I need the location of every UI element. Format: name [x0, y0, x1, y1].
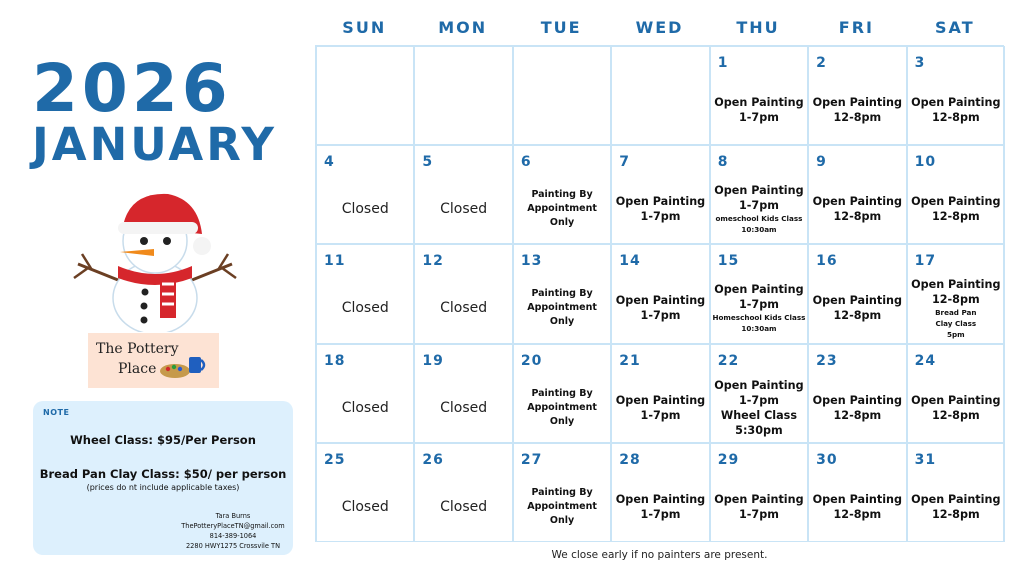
day-number: 21 [619, 352, 641, 369]
event-info [514, 474, 610, 540]
event-line: Open Painting [812, 195, 903, 209]
day-cell-17 [907, 244, 1005, 343]
calendar-grid [315, 45, 1004, 542]
event-info [809, 77, 905, 143]
closed-label: Closed [440, 300, 488, 317]
day-number: 7 [619, 154, 631, 171]
weekday-tue: TUE [540, 18, 582, 37]
logo-line-2: Place [118, 361, 157, 377]
event-info [514, 375, 610, 441]
day-number: 11 [324, 253, 346, 270]
day-cell-18 [316, 344, 414, 443]
day-cell-7 [611, 145, 709, 244]
event-line: Open Painting [714, 283, 804, 297]
contact-name: Tara Burns [215, 512, 251, 520]
event-line: Open Painting [714, 492, 804, 506]
day-number: 3 [914, 55, 926, 71]
day-number: 9 [816, 154, 827, 171]
event-line: 1-7pm [640, 210, 681, 224]
event-line: Open Painting [812, 294, 903, 308]
footer-note: We close early if no painters are present. [551, 549, 768, 561]
event-info [711, 375, 807, 441]
closed-label: Closed [440, 201, 488, 218]
empty-day-cell [611, 46, 709, 145]
event-line: Open Painting [615, 393, 706, 407]
event-line: 1-7pm [738, 111, 779, 124]
day-cell-2 [808, 46, 906, 145]
event-line: 12-8pm [931, 292, 980, 306]
day-cell-30 [808, 443, 906, 542]
weekday-fri: FRI [838, 18, 874, 37]
wheel-class-price: Wheel Class: $95/Per Person [70, 433, 256, 447]
event-info [908, 275, 1004, 341]
event-line: Only [549, 514, 575, 526]
event-info [711, 77, 807, 143]
day-cell-20 [513, 344, 611, 443]
day-number: 13 [520, 253, 543, 270]
event-info [612, 176, 708, 242]
day-cell-16 [808, 244, 906, 343]
event-line: Appointment [527, 500, 597, 512]
day-number: 30 [816, 451, 838, 468]
event-line: Painting By [531, 288, 593, 300]
event-info [908, 375, 1004, 441]
closed-label: Closed [341, 201, 389, 218]
event-line: Open Painting [615, 294, 706, 308]
event-line: 12-8pm [931, 408, 980, 422]
event-line: Open Painting [911, 492, 1001, 506]
event-info [612, 474, 708, 540]
event-line: Appointment [527, 302, 597, 314]
event-info [415, 275, 511, 341]
weekday-thu: THU [736, 18, 780, 37]
day-number: 31 [914, 451, 937, 468]
event-line: 12-8pm [833, 210, 882, 224]
event-line: 12-8pm [833, 408, 882, 422]
contact-email: ThePotteryPlaceTN@gmail.com [181, 522, 285, 530]
day-number: 16 [816, 253, 838, 270]
day-number: 18 [324, 352, 346, 369]
snowman-illustration [70, 186, 240, 332]
event-line: 1-7pm [738, 393, 779, 407]
event-info [514, 275, 610, 341]
weekday-mon: MON [438, 18, 488, 37]
day-cell-23 [808, 344, 906, 443]
tax-disclaimer: (prices do nt include applicable taxes) [86, 483, 240, 492]
day-cell-9 [808, 145, 906, 244]
day-cell-13 [513, 244, 611, 343]
day-number: 25 [324, 451, 346, 468]
empty-day-cell [414, 46, 512, 145]
event-line: Open Painting [911, 195, 1001, 209]
day-cell-5 [414, 145, 512, 244]
event-info [908, 176, 1004, 242]
event-line: Painting By [531, 387, 593, 399]
event-info [317, 375, 413, 441]
day-cell-4 [316, 145, 414, 244]
event-line: Only [549, 217, 575, 229]
event-line: Open Painting [714, 96, 804, 109]
event-line: 12-8pm [931, 507, 980, 521]
day-number: 23 [816, 352, 838, 369]
event-line: 1-7pm [640, 309, 681, 323]
event-line: omeschool Kids Class [715, 214, 803, 224]
event-line: Appointment [527, 401, 597, 413]
event-line: 10:30am [741, 324, 777, 334]
logo-line-1: The Pottery [96, 341, 179, 357]
day-number: 28 [619, 451, 641, 468]
day-number: 29 [717, 451, 740, 468]
day-number: 24 [914, 352, 937, 369]
event-info [908, 474, 1004, 540]
event-line: 1-7pm [738, 298, 779, 312]
event-line: Open Painting [911, 393, 1001, 407]
event-line: 1-7pm [640, 408, 681, 422]
event-line: Homeschool Kids Class [712, 313, 806, 323]
day-number: 1 [717, 55, 729, 71]
day-cell-21 [611, 344, 709, 443]
event-line: 12-8pm [931, 210, 980, 224]
event-line: 12-8pm [833, 507, 882, 521]
day-cell-27 [513, 443, 611, 542]
event-info [711, 474, 807, 540]
event-info [612, 375, 708, 441]
day-cell-19 [414, 344, 512, 443]
event-line: 12-8pm [931, 111, 980, 124]
event-line: Wheel Class [720, 408, 797, 422]
event-info [415, 474, 511, 540]
event-line: Open Painting [714, 184, 804, 198]
day-number: 12 [422, 253, 444, 270]
day-cell-31 [907, 443, 1005, 542]
weekday-sat: SAT [935, 18, 975, 37]
event-line: Open Painting [911, 277, 1001, 291]
event-line: Open Painting [911, 96, 1001, 109]
day-number: 5 [422, 154, 434, 171]
weekday-wed: WED [635, 18, 684, 37]
event-line: Only [549, 415, 575, 427]
event-line: Appointment [527, 203, 597, 215]
day-cell-11 [316, 244, 414, 343]
event-info [908, 77, 1004, 143]
closed-label: Closed [341, 300, 389, 317]
event-line: 12-8pm [833, 309, 882, 323]
closed-label: Closed [440, 399, 488, 416]
event-info [415, 176, 511, 242]
pottery-place-logo [88, 333, 219, 388]
event-info [612, 275, 708, 341]
closed-label: Closed [341, 399, 389, 416]
paint-palette-mug-icon [159, 351, 209, 381]
empty-day-cell [316, 46, 414, 145]
event-line: Painting By [531, 486, 593, 498]
event-info [809, 176, 905, 242]
day-cell-15 [710, 244, 808, 343]
event-line: Painting By [531, 189, 593, 201]
year-title: 2026 [32, 50, 232, 127]
closed-label: Closed [440, 498, 488, 515]
event-line: Open Painting [615, 492, 706, 506]
event-info [317, 176, 413, 242]
day-number: 17 [914, 253, 937, 270]
bread-pan-class-price: Bread Pan Clay Class: $50/ per person [39, 467, 287, 481]
event-line: Open Painting [615, 195, 706, 209]
event-info [415, 375, 511, 441]
empty-day-cell [513, 46, 611, 145]
closed-label: Closed [341, 498, 389, 515]
contact-address: 2280 HWY1275 Crossvile TN [185, 542, 280, 550]
event-line: Clay Class [935, 318, 977, 328]
event-line: Only [549, 316, 575, 328]
event-line: Bread Pan [935, 307, 977, 317]
event-line: Open Painting [714, 378, 804, 392]
day-number: 6 [520, 154, 532, 171]
event-info [809, 474, 905, 540]
day-cell-28 [611, 443, 709, 542]
event-line: 5pm [946, 329, 965, 339]
event-line: Open Painting [812, 96, 903, 109]
event-line: 1-7pm [738, 507, 779, 521]
day-cell-10 [907, 145, 1005, 244]
event-info [711, 275, 807, 341]
day-number: 15 [717, 253, 740, 270]
day-cell-29 [710, 443, 808, 542]
event-line: 12-8pm [833, 111, 882, 124]
month-title: JANUARY [32, 118, 277, 171]
event-info [711, 176, 807, 242]
day-cell-22 [710, 344, 808, 443]
contact-phone: 814-389-1064 [209, 532, 257, 540]
note-panel [33, 401, 293, 555]
day-cell-1 [710, 46, 808, 145]
day-number: 8 [717, 154, 729, 171]
day-number: 2 [816, 55, 827, 71]
day-cell-14 [611, 244, 709, 343]
event-line: Open Painting [812, 492, 903, 506]
day-number: 4 [324, 154, 335, 171]
day-number: 19 [422, 352, 444, 369]
day-cell-6 [513, 145, 611, 244]
day-number: 26 [422, 451, 444, 468]
day-cell-12 [414, 244, 512, 343]
event-line: 1-7pm [738, 199, 779, 213]
day-cell-26 [414, 443, 512, 542]
event-line: 1-7pm [640, 507, 681, 521]
day-cell-25 [316, 443, 414, 542]
event-info [809, 275, 905, 341]
event-line: Open Painting [812, 393, 903, 407]
event-line: 5:30pm [735, 423, 783, 437]
day-number: 10 [914, 154, 937, 171]
event-info [317, 275, 413, 341]
day-number: 20 [520, 352, 543, 369]
contact-info [173, 511, 293, 551]
note-heading: NOTE [43, 408, 70, 417]
weekday-sun: SUN [342, 18, 387, 37]
event-info [809, 375, 905, 441]
day-cell-24 [907, 344, 1005, 443]
event-info [514, 176, 610, 242]
event-info [317, 474, 413, 540]
day-cell-8 [710, 145, 808, 244]
day-cell-3 [907, 46, 1005, 145]
day-number: 14 [619, 253, 641, 270]
day-number: 27 [520, 451, 543, 468]
day-number: 22 [717, 352, 740, 369]
event-line: 10:30am [741, 225, 777, 235]
